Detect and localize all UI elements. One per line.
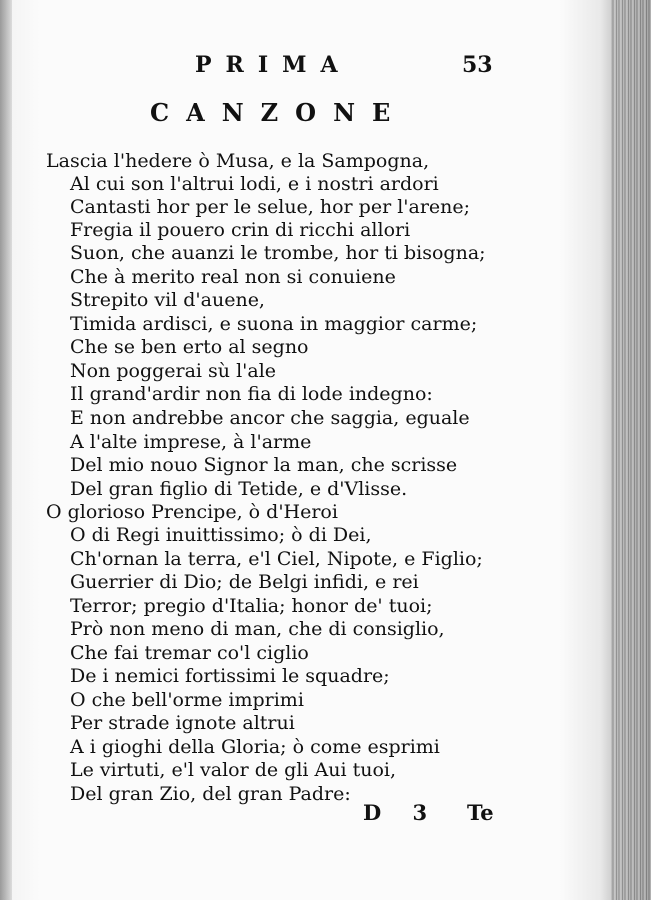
- running-title: PRIMA: [195, 52, 352, 78]
- verse-line: Per strade ignote altrui: [70, 712, 295, 734]
- signature-mark: D 3: [363, 800, 440, 825]
- verse-line: E non andrebbe ancor che saggia, eguale: [70, 407, 470, 429]
- verse-line: A l'alte imprese, à l'arme: [70, 431, 312, 453]
- verse-line: Il grand'ardir non fia di lode indegno:: [70, 383, 433, 405]
- verse-line: Del gran figlio di Tetide, e d'Vlisse.: [70, 478, 408, 500]
- verse-line: Non poggerai sù l'ale: [70, 360, 277, 382]
- verse-line: O glorioso Prencipe, ò d'Heroi: [46, 501, 338, 523]
- verse-line: A i gioghi della Gloria; ò come esprimi: [70, 736, 440, 758]
- verse-line: Lascia l'hedere ò Musa, e la Sampogna,: [46, 150, 430, 172]
- verse-line: Del mio nouo Signor la man, che scrisse: [70, 454, 458, 476]
- verse-line: Che se ben erto al segno: [70, 336, 309, 358]
- verse-line: Ch'ornan la terra, e'l Ciel, Nipote, e Figlio;: [70, 548, 483, 570]
- verse-line: Cantasti hor per le selue, hor per l'arene;: [70, 196, 471, 218]
- poem-title: CANZONE: [150, 98, 408, 127]
- page-fore-edge: [611, 0, 651, 900]
- verse-line: Terror; pregio d'Italia; honor de' tuoi;: [70, 595, 433, 617]
- page-footer: [0, 800, 610, 830]
- verse-line: O che bell'orme imprimi: [70, 689, 304, 711]
- verse-line: Prò non meno di man, che di consiglio,: [70, 618, 445, 640]
- verse-line: O di Regi inuittissimo; ò di Dei,: [70, 524, 372, 546]
- verse-line: Fregia il pouero crin di ricchi allori: [70, 219, 411, 241]
- verse-line: Del gran Zio, del gran Padre:: [70, 783, 351, 805]
- verse-line: Strepito vil d'auene,: [70, 289, 265, 311]
- verse-line: Che à merito real non si conuiene: [70, 266, 396, 288]
- verse-line: Al cui son l'altrui lodi, e i nostri ardori: [70, 173, 439, 195]
- verse-line: Che fai tremar co'l ciglio: [70, 642, 309, 664]
- page-number: 53: [462, 52, 493, 78]
- verse-line: Suon, che auanzi le trombe, hor ti bisogna;: [70, 242, 486, 264]
- verse-line: Guerrier di Dio; de Belgi infidi, e rei: [70, 571, 419, 593]
- catchword: Te: [467, 800, 494, 825]
- running-head: [0, 52, 610, 82]
- verse-line: Timida ardisci, e suona in maggior carme;: [70, 313, 478, 335]
- verse-line: De i nemici fortissimi le squadre;: [70, 665, 390, 687]
- verse-line: Le virtuti, e'l valor de gli Aui tuoi,: [70, 759, 397, 781]
